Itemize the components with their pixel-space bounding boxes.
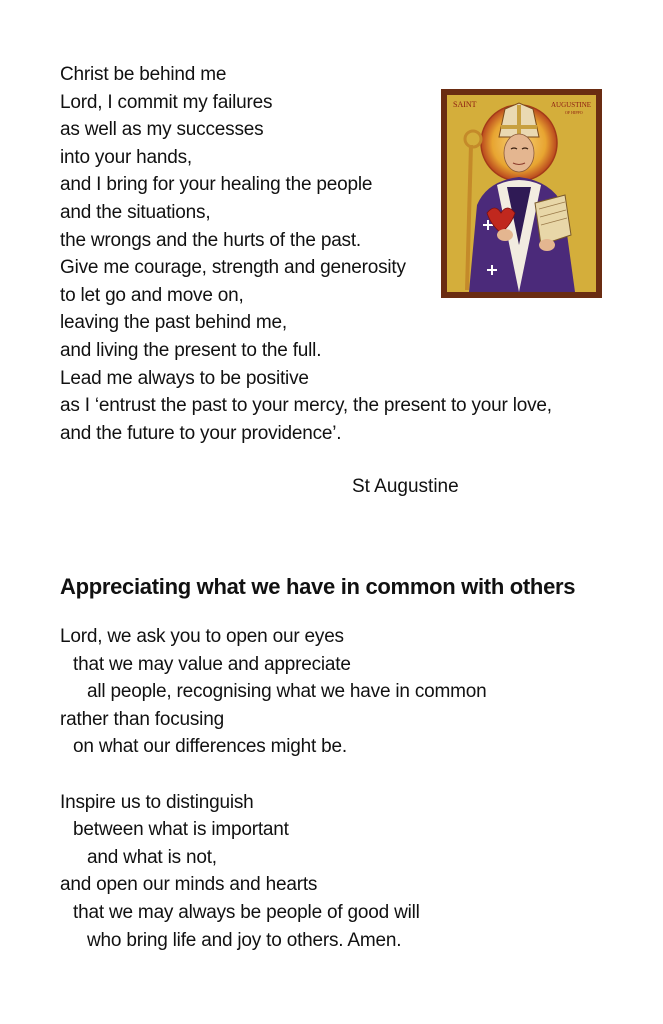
prayer-line: all people, recognising what we have in common (87, 681, 487, 703)
prayer-line: as well as my successes (60, 119, 264, 141)
icon-label-of-hippo: OF HIPPO (565, 110, 583, 115)
prayer-appreciating-common (60, 623, 487, 954)
prayer-line: Lead me always to be positive (60, 367, 309, 389)
prayer-line: that we may value and appreciate (73, 653, 351, 675)
prayer-line: and the situations, (60, 201, 211, 223)
prayer-line: as I ‘entrust the past to your mercy, the present to your love, (60, 395, 552, 417)
saint-augustine-icon-image (441, 89, 602, 298)
prayer-line: and the future to your providence’. (60, 422, 342, 444)
prayer-line: Lord, we ask you to open our eyes (60, 626, 344, 647)
prayer-line: and open our minds and hearts (60, 874, 318, 896)
prayer-line: to let go and move on, (60, 284, 244, 306)
prayer-attribution: St Augustine (352, 476, 459, 497)
prayer-line: leaving the past behind me, (60, 312, 287, 334)
prayer-line: Christ be behind me (60, 64, 227, 85)
icon-label-augustine: AUGUSTINE (551, 101, 592, 109)
prayer-line: and I bring for your healing the people (60, 174, 373, 196)
prayer-line: rather than focusing (60, 708, 224, 730)
stanza-break (60, 761, 487, 789)
prayer-line: Lord, I commit my failures (60, 91, 273, 113)
prayer-line: between what is important (73, 819, 289, 841)
prayer-line: and living the present to the full. (60, 339, 322, 361)
prayer-line: Inspire us to distinguish (60, 791, 254, 813)
prayer-line: that we may always be people of good will (73, 901, 420, 923)
prayer-line: and what is not, (87, 846, 217, 868)
prayer-line: the wrongs and the hurts of the past. (60, 229, 362, 251)
prayer-line: Give me courage, strength and generosity (60, 257, 406, 279)
section-heading: Appreciating what we have in common with others (60, 574, 576, 599)
prayer-line: into your hands, (60, 146, 192, 168)
icon-label-saint: SAINT (453, 100, 477, 109)
prayer-line: who bring life and joy to others. Amen. (87, 929, 402, 951)
prayer-line: on what our differences might be. (73, 736, 347, 758)
